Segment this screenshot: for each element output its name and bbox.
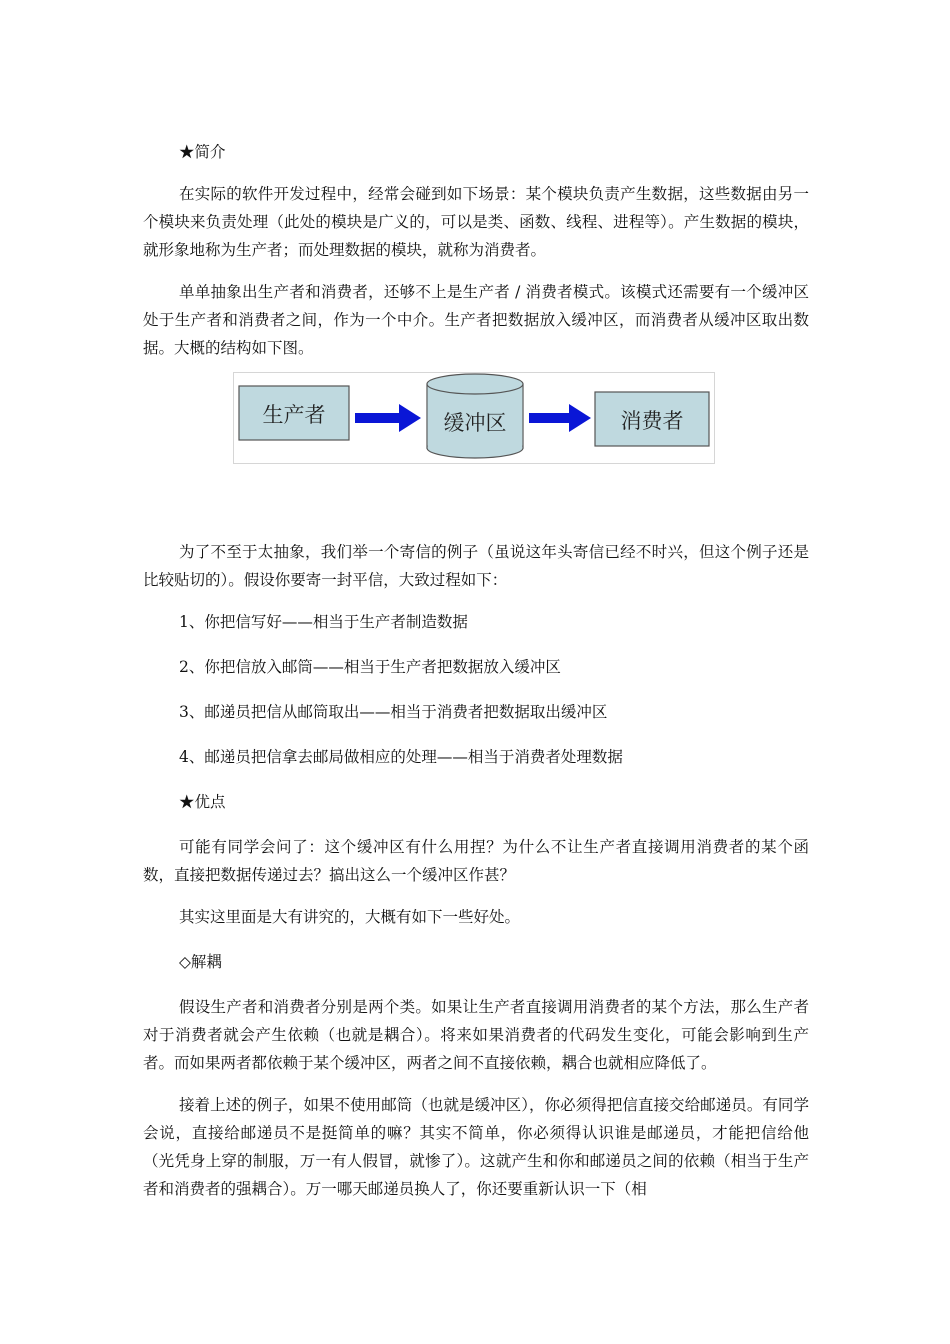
list-item: 2、你把信放入邮筒——相当于生产者把数据放入缓冲区 <box>179 658 561 676</box>
section-heading-intro: ★简介 <box>179 143 226 161</box>
paragraph-example-intro: 为了不至于太抽象，我们举一个寄信的例子（虽说这年头寄信已经不时兴，但这个例子还是比较贴切的）。假设你要寄一封平信，大致过程如下： <box>143 543 809 589</box>
buffer-cylinder-top <box>427 374 523 394</box>
buffer-label: 缓冲区 <box>443 411 507 435</box>
producer-buffer-consumer-diagram <box>143 362 809 538</box>
paragraph-decoupling-2: 接着上述的例子，如果不使用邮筒（也就是缓冲区），你必须得把信直接交给邮递员。有同学会说，直接给邮递员不是挺简单的嘛？其实不简单，你必须得认识谁是邮递员，才能把信给他（光凭身上穿的制服，万一有人假冒，就惨了）。这就产生和你和邮递员之间的依赖（相当于生产者和消费者的强耦合）。万一哪天邮递员换人了，你还要重新认识一下（相 <box>143 1096 809 1198</box>
section-heading-benefits: ★优点 <box>179 793 226 811</box>
paragraph-intro-2: 单单抽象出生产者和消费者，还够不上是生产者 / 消费者模式。该模式还需要有一个缓冲区处于生产者和消费者之间，作为一个中介。生产者把数据放入缓冲区，而消费者从缓冲区取出数据。大概的结构如下图。 <box>143 283 809 357</box>
paragraph-benefits-2: 其实这里面是大有讲究的，大概有如下一些好处。 <box>179 908 521 926</box>
list-item: 4、邮递员把信拿去邮局做相应的处理——相当于消费者处理数据 <box>179 748 623 766</box>
example-steps-list <box>143 608 809 771</box>
paragraph-decoupling-1: 假设生产者和消费者分别是两个类。如果让生产者直接调用消费者的某个方法，那么生产者对于消费者就会产生依赖（也就是耦合）。将来如果消费者的代码发生变化，可能会影响到生产者。而如果两者都依赖于某个缓冲区，两者之间不直接依赖，耦合也就相应降低了。 <box>143 998 809 1072</box>
paragraph-benefits-1: 可能有同学会问了：这个缓冲区有什么用捏？为什么不让生产者直接调用消费者的某个函数，直接把数据传递过去？搞出这么一个缓冲区作甚？ <box>143 838 809 884</box>
list-item: 1、你把信写好——相当于生产者制造数据 <box>179 613 468 631</box>
diagram-svg <box>233 372 715 464</box>
document-body <box>143 138 809 1203</box>
producer-label: 生产者 <box>262 403 326 427</box>
sub-heading-decoupling: ◇解耦 <box>179 953 222 971</box>
consumer-label: 消费者 <box>620 409 684 433</box>
buffer-cylinder <box>427 374 523 458</box>
paragraph-intro-1: 在实际的软件开发过程中，经常会碰到如下场景：某个模块负责产生数据，这些数据由另一个模块来负责处理（此处的模块是广义的，可以是类、函数、线程、进程等）。产生数据的模块，就形象地称为生产者；而处理数据的模块，就称为消费者。 <box>143 185 809 259</box>
list-item: 3、邮递员把信从邮筒取出——相当于消费者把数据取出缓冲区 <box>179 703 608 721</box>
